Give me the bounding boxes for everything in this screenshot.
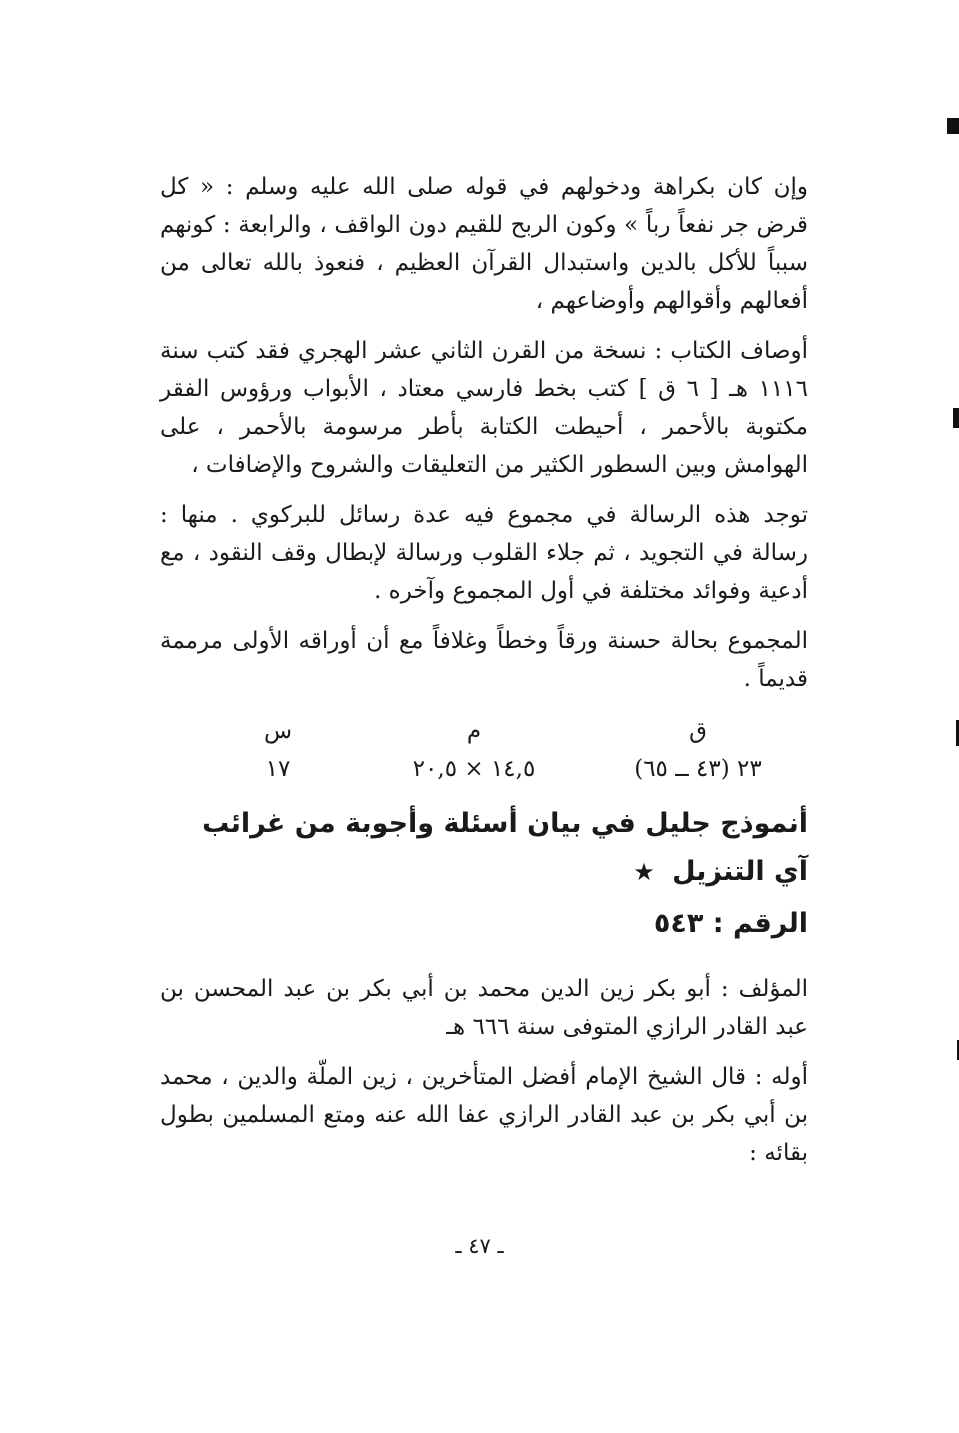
spec-value-s: ١٧ [265,756,291,782]
spec-header-q: ق [689,718,707,744]
spec-header-m: م [466,718,482,744]
paragraph-intro: وإن كان بكراهة ودخولهم في قوله صلى الله عليه وسلم : « كل قرض جر نفعاً رباً » وكون الربح للقيم دون الواقف ، والرابعة : كونهم سبباً للأكل بالدين واستبدال القرآن العظيم ، فنعوذ بالله تعالى من أفعالهم وأقوالهم وأوضاعهم ، [160,174,808,314]
spec-value-q: ٢٣ (٤٣ ــ ٦٥) [634,756,762,782]
page-number: ـ ٤٧ ـ [455,1234,504,1258]
spec-table [160,712,808,782]
edge-mark-2 [953,408,959,428]
entry-number: الرقم : ٥٤٣ [653,908,808,939]
paragraph-collection: توجد هذه الرسالة في مجموع فيه عدة رسائل للبركوي . منها : رسالة في التجويد ، ثم جلاء القلوب ورسالة لإبطال وقف النقود ، مع أدعية وفوائد مختلفة في أول المجموع وآخره . [160,502,808,604]
spec-column-q [608,712,788,788]
spec-column-s [188,712,368,788]
paragraph-incipit: أوله : قال الشيخ الإمام أفضل المتأخرين ، زين الملّة والدين ، محمد بن أبي بكر بن عبد القادر الرازي عفا الله عنه ومتع المسلمين بطول بقائه : [160,1064,808,1166]
spec-column-m [384,712,564,788]
entry-title [160,800,808,896]
star-icon: ★ [633,858,655,886]
spec-value-m: ١٤,٥ × ٢٠,٥ [412,756,536,782]
spec-header-s: س [263,718,293,744]
page-body [160,168,808,1184]
paragraph-condition: المجموع بحالة حسنة ورقاً وخطاً وغلافاً مع أن أوراقه الأولى مرممة قديماً . [160,628,808,692]
edge-mark-1 [947,118,959,134]
paragraph-book-description: أوصاف الكتاب : نسخة من القرن الثاني عشر الهجري فقد كتب سنة ١١١٦ هـ [ ٦ ق ] كتب بخط فارسي معتاد ، الأبواب ورؤوس الفقر مكتوبة بالأحمر ، أحيطت الكتابة بأطر مرسومة بالأحمر ، على الهوامش وبين السطور الكثير من التعليقات والشروح والإضافات ، [160,338,808,478]
entry-title-text: أنموذج جليل في بيان أسئلة وأجوبة من غرائب آي التنزيل [202,808,808,887]
paragraph-author: المؤلف : أبو بكر زين الدين محمد بن أبي بكر بن عبد المحسن بن عبد القادر الرازي المتوفى سنة ٦٦٦ هـ [160,976,808,1040]
